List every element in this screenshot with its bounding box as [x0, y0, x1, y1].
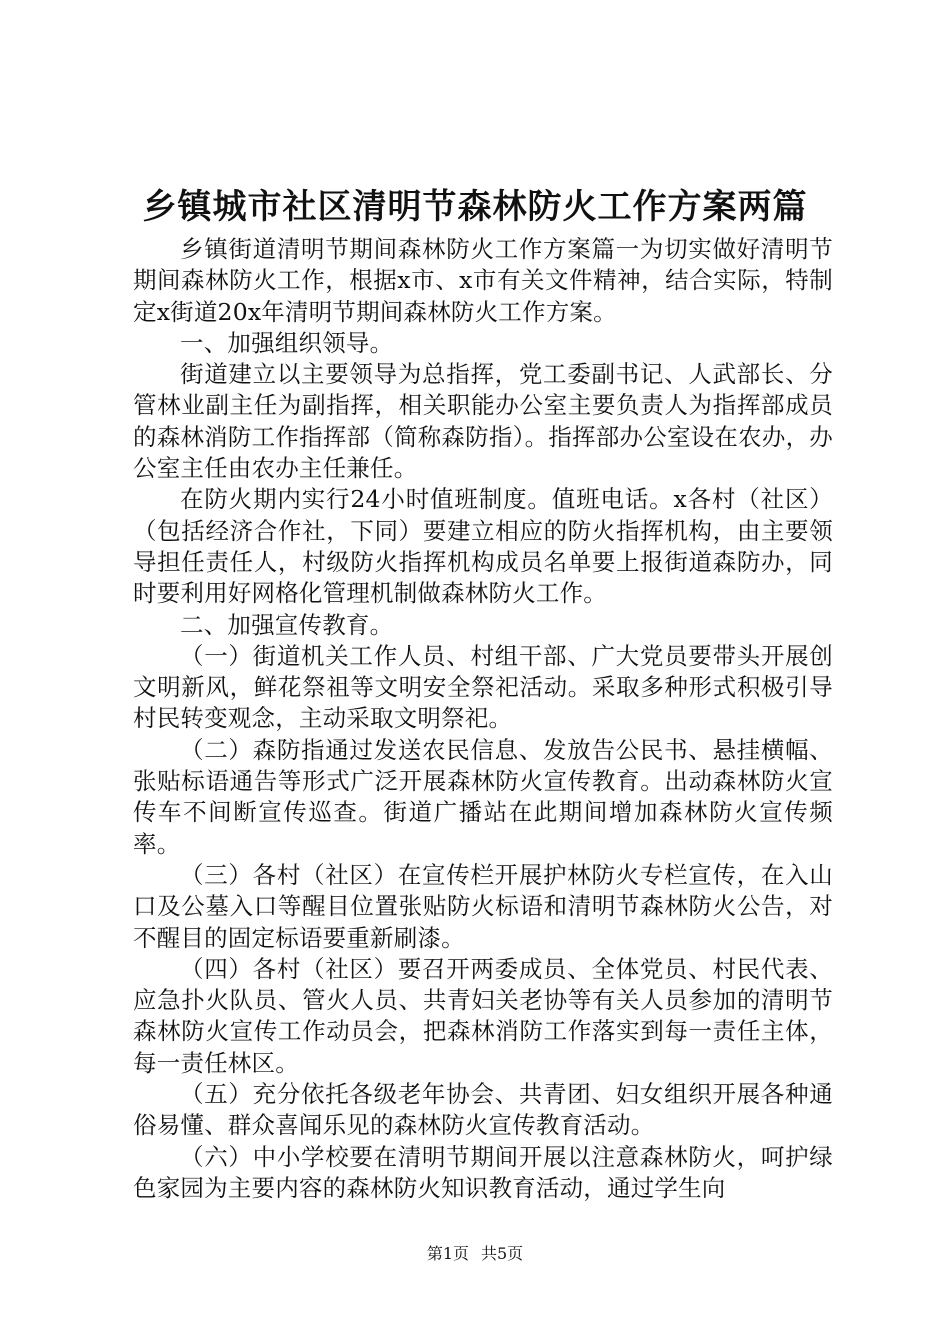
- list-item: （二）森防指通过发送农民信息、发放告公民书、悬挂横幅、张贴标语通告等形式广泛开展森林防火宣传教育。出动森林防火宣传车不间断宣传巡查。街道广播站在此期间增加森林防火宣传频率。: [133, 735, 833, 858]
- section-heading-2: 二、加强宣传教育。: [180, 610, 394, 639]
- section-heading-1: 一、加强组织领导。: [180, 328, 394, 357]
- list-item: （五）充分依托各级老年协会、共青团、妇女组织开展各种通俗易懂、群众喜闻乐见的森林防火宣传教育活动。: [133, 1080, 833, 1140]
- page-total: 共5页: [481, 1244, 524, 1263]
- list-item: （六）中小学校要在清明节期间开展以注意森林防火，呵护绿色家园为主要内容的森林防火知识教育活动，通过学生向: [133, 1142, 833, 1202]
- page-number: 第1页: [426, 1244, 469, 1263]
- paragraph-intro: 乡镇街道清明节期间森林防火工作方案篇一为切实做好清明节期间森林防火工作，根据x市、x市有关文件精神，结合实际，特制定x街道20x年清明节期间森林防火工作方案。: [133, 235, 833, 326]
- list-item: （一）街道机关工作人员、村组干部、广大党员要带头开展创文明新风，鲜花祭祖等文明安全祭祀活动。采取多种形式积极引导村民转变观念，主动采取文明祭祀。: [133, 641, 833, 733]
- paragraph: 街道建立以主要领导为总指挥，党工委副书记、人武部长、分管林业副主任为副指挥，相关职能办公室主要负责人为指挥部成员的森林消防工作指挥部（简称森防指）。指挥部办公室设在农办，办公室主任由农办主任兼任。: [133, 360, 833, 483]
- page-footer: [0, 1242, 950, 1266]
- list-item: （四）各村（社区）要召开两委成员、全体党员、村民代表、应急扑火队员、管火人员、共青妇关老协等有关人员参加的清明节森林防火宣传工作动员会，把森林消防工作落实到每一责任主体，每一责任林区。: [133, 954, 833, 1077]
- paragraph: 在防火期内实行24小时值班制度。值班电话。x各村（社区）（包括经济合作社，下同）要建立相应的防火指挥机构，由主要领导担任责任人，村级防火指挥机构成员名单要上报街道森防办，同时要利用好网格化管理机制做森林防火工作。: [133, 485, 833, 608]
- document-title: 乡镇城市社区清明节森林防火工作方案两篇: [142, 187, 808, 227]
- document-body: [133, 234, 833, 1204]
- list-item: （三）各村（社区）在宣传栏开展护林防火专栏宣传，在入山口及公墓入口等醒目位置张贴防火标语和清明节森林防火公告，对不醒目的固定标语要重新刷漆。: [133, 860, 833, 952]
